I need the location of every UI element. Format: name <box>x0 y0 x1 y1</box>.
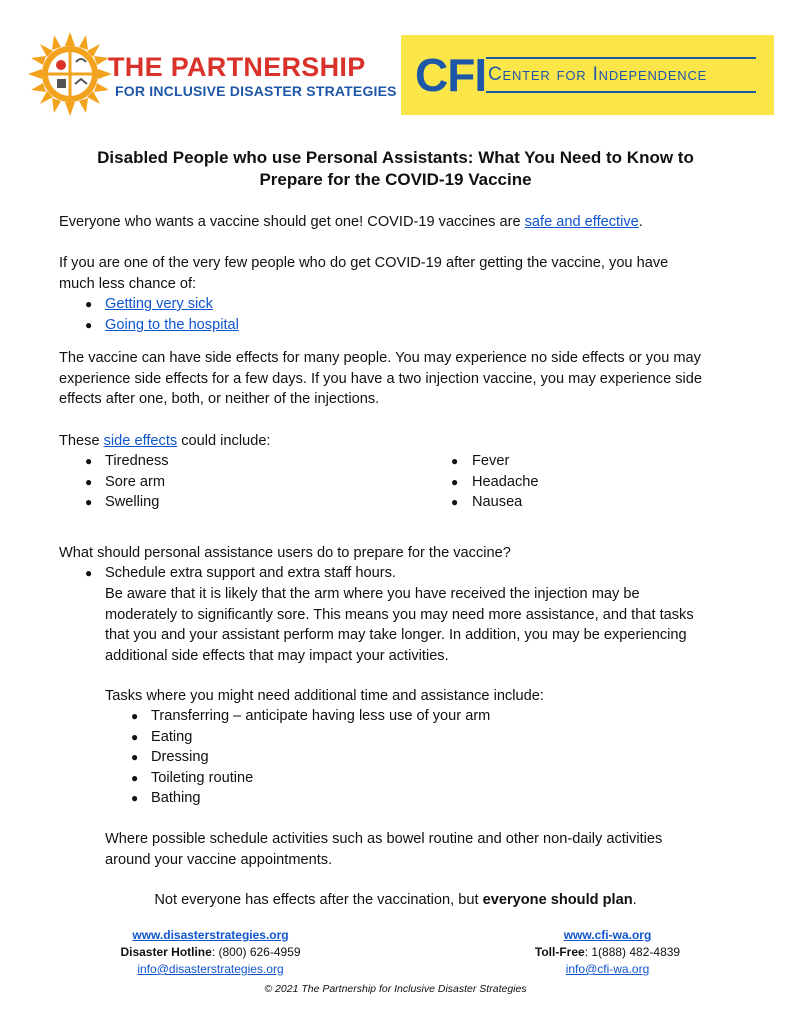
toll-free <box>520 944 695 961</box>
tollfree-label: Toll-Free <box>534 945 585 959</box>
side-effects-paragraph <box>59 348 749 410</box>
closing-post: . <box>632 892 637 908</box>
cfi-initials: CFI <box>415 49 487 101</box>
prepare-question: What should personal assistance users do to prepare for the vaccine? <box>59 545 511 561</box>
effect-item: Sore arm <box>105 474 166 490</box>
disasterstrategies-email-link[interactable]: info@disasterstrategies.org <box>137 962 284 976</box>
cfi-bottom-rule <box>486 91 756 93</box>
schedule-line-1: Where possible schedule activities such as bowel routine and other non-daily activities <box>105 831 663 847</box>
partnership-title: THE PARTNERSHIP <box>108 52 366 82</box>
getting-very-sick-link[interactable]: Getting very sick <box>105 296 213 312</box>
bullet-icon: ● <box>451 475 459 489</box>
these-post: could include: <box>177 433 271 449</box>
side-effects-line-3: effects after one, both, or neither of the injections. <box>59 391 380 407</box>
cfi-logo <box>401 35 774 115</box>
bullet-icon: ● <box>451 495 459 509</box>
chance-line-1: If you are one of the very few people who do get COVID-19 after getting the vaccine, you have <box>59 255 669 271</box>
disasterstrategies-website-link[interactable]: www.disasterstrategies.org <box>132 928 289 942</box>
chance-line-2: much less chance of: <box>59 275 197 292</box>
hotline-number: : (800) 626-4959 <box>211 945 301 959</box>
document-title <box>60 147 731 191</box>
schedule-line-2: around your vaccine appointments. <box>105 851 333 868</box>
title-line-1: Disabled People who use Personal Assistants: What You Need to Know to <box>97 148 694 167</box>
partnership-logo <box>28 32 400 116</box>
bullet-icon: ● <box>131 709 139 723</box>
effect-item: Headache <box>472 474 539 490</box>
cfi-name: Center for Independence <box>488 64 708 85</box>
task-item: Toileting routine <box>151 770 254 786</box>
cfi-email-link[interactable]: info@cfi-wa.org <box>565 962 650 976</box>
effect-item: Swelling <box>105 494 160 510</box>
title-line-2: Prepare for the COVID-19 Vaccine <box>259 170 532 189</box>
chance-paragraph <box>59 253 749 294</box>
aware-line-1: Be aware that it is likely that the arm where you have received the injection may be <box>105 586 640 602</box>
copyright: © 2021 The Partnership for Inclusive Disaster Strategies <box>264 983 527 995</box>
task-item: Eating <box>151 729 193 745</box>
bullet-icon: ● <box>451 454 459 468</box>
side-effects-line-2: experience side effects for a few days. If you have a two injection vaccine, you may experience side <box>59 370 703 387</box>
task-item: Bathing <box>151 790 201 806</box>
aware-line-2: moderately to significantly sore. This means you may need more assistance, and that tasks <box>105 606 694 623</box>
aware-line-3: that you and your assistant perform may take longer. In addition, you may be experiencing <box>105 627 687 643</box>
tasks-intro: Tasks where you might need additional time and assistance include: <box>105 688 544 704</box>
prepare-bullet: Schedule extra support and extra staff hours. <box>105 565 396 581</box>
closing-line <box>0 890 791 911</box>
side-effects-link[interactable]: side effects <box>103 433 178 449</box>
side-effects-line-1: The vaccine can have side effects for many people. You may experience no side effects or you may <box>59 350 701 366</box>
partnership-subtitle: FOR INCLUSIVE DISASTER STRATEGIES <box>115 83 397 99</box>
footer-left <box>104 927 317 978</box>
intro-paragraph <box>59 212 749 233</box>
going-to-hospital-link[interactable]: Going to the hospital <box>105 317 239 333</box>
tollfree-number: : 1(888) 482-4839 <box>584 945 681 959</box>
sun-emblem-icon <box>28 32 112 116</box>
intro-end: . <box>638 214 643 230</box>
effect-item: Nausea <box>472 494 523 510</box>
bullet-icon: ● <box>85 454 93 468</box>
effects-intro <box>59 431 749 452</box>
bullet-icon: ● <box>85 318 93 332</box>
closing-pre: Not everyone has effects after the vaccination, but <box>154 892 483 908</box>
bullet-icon: ● <box>85 297 93 311</box>
bullet-icon: ● <box>131 750 139 764</box>
bullet-icon: ● <box>85 495 93 509</box>
aware-paragraph <box>105 584 745 666</box>
footer-right <box>520 927 695 978</box>
bullet-icon: ● <box>85 566 93 580</box>
effect-item: Tiredness <box>105 453 169 469</box>
bullet-icon: ● <box>131 771 139 785</box>
task-item: Dressing <box>151 749 209 765</box>
cfi-website-link[interactable]: www.cfi-wa.org <box>563 928 652 942</box>
bullet-icon: ● <box>131 730 139 744</box>
closing-bold: everyone should plan <box>482 892 633 908</box>
hotline-label: Disaster Hotline <box>120 945 212 959</box>
bullet-icon: ● <box>131 791 139 805</box>
these-pre: These <box>59 433 104 449</box>
safe-and-effective-link[interactable]: safe and effective <box>524 214 639 230</box>
effect-item: Fever <box>472 453 510 469</box>
disaster-hotline <box>104 944 317 961</box>
intro-text: Everyone who wants a vaccine should get one! COVID-19 vaccines are <box>59 214 525 230</box>
aware-line-4: additional side effects that may impact your activities. <box>105 647 449 664</box>
cfi-top-rule <box>486 57 756 59</box>
bullet-icon: ● <box>85 475 93 489</box>
schedule-paragraph <box>105 829 745 870</box>
task-item: Transferring – anticipate having less use of your arm <box>151 708 491 724</box>
